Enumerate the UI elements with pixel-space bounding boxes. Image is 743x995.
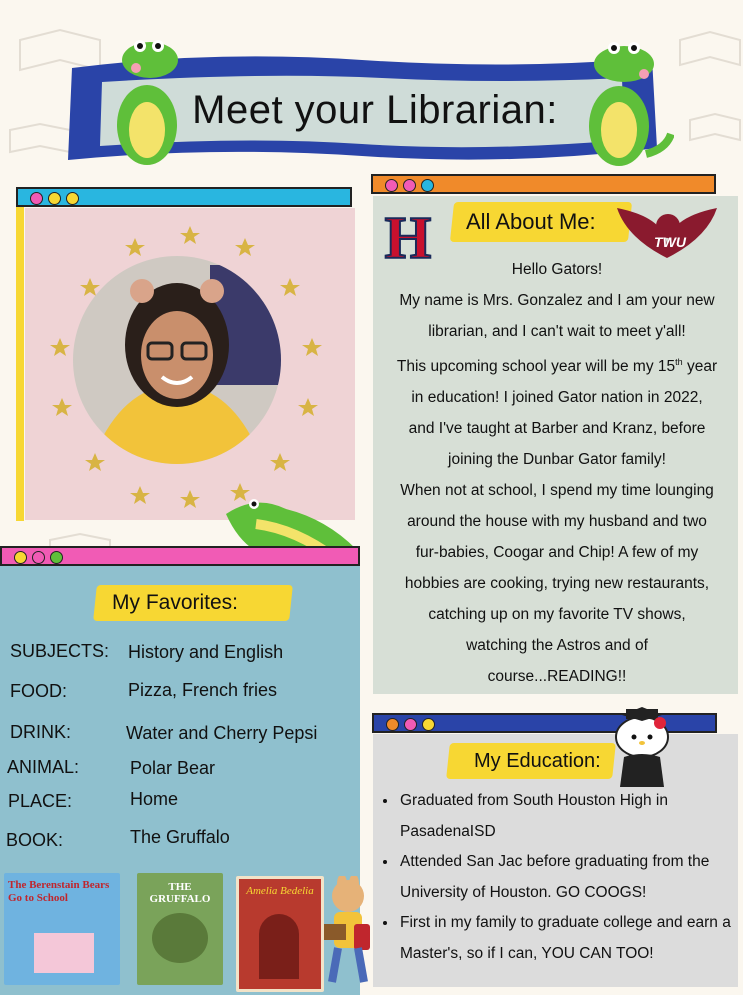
window-dot-icon [385, 179, 398, 192]
fav-value: Pizza, French fries [128, 680, 278, 700]
window-dot-icon [30, 192, 43, 205]
fav-value: The Gruffalo [130, 827, 230, 847]
book-cover-amelia-bedelia [236, 876, 324, 992]
window-dot-icon [32, 551, 45, 564]
window-dot-icon [50, 551, 63, 564]
about-line: watching the Astros and of [466, 637, 648, 655]
education-list [378, 786, 743, 969]
book-title: Amelia Bedelia [246, 885, 314, 897]
about-line: My name is Mrs. Gonzalez and I am your new [399, 292, 715, 309]
photo-window-bar [16, 187, 352, 207]
window-dot-icon [48, 192, 61, 205]
book-title: The Berenstain Bears Go to School [8, 879, 110, 904]
about-line: in education! I joined Gator nation in 2022, [411, 389, 703, 407]
window-dot-icon [421, 179, 434, 192]
about-window-bar [371, 174, 716, 194]
about-heading: All About Me: [466, 209, 596, 234]
librarian-photo [70, 255, 284, 465]
fav-label: PLACE: [8, 791, 73, 811]
fav-label: ANIMAL: [7, 757, 80, 777]
ordinal-suffix: th [675, 357, 683, 367]
hello-kitty-graduate-icon [612, 705, 674, 789]
education-heading: My Education: [474, 750, 601, 772]
about-line: When not at school, I spend my time lounging [400, 482, 714, 500]
education-item: • Graduated from South Houston High in PasadenaISD [398, 786, 743, 847]
about-line: around the house with my husband and two [407, 513, 707, 531]
about-line: fur-babies, Coogar and Chip! A few of my [415, 544, 699, 562]
window-dot-icon [403, 179, 416, 192]
twu-logo-text: TWU [654, 234, 686, 250]
favorites-heading: My Favorites: [112, 591, 239, 614]
education-item: • First in my family to graduate college and earn a Master's, so if I can, YOU CAN TOO! [398, 908, 743, 969]
book-cover-berenstain [4, 873, 120, 985]
photo-panel-accent [16, 207, 24, 521]
education-item: • Attended San Jac before graduating from the University of Houston. GO COOGS! [398, 847, 743, 908]
arthur-reading-icon [318, 876, 376, 991]
about-line: course...READING!! [487, 668, 627, 686]
about-line: This upcoming school year will be my 15 [396, 358, 676, 376]
fav-label: DRINK: [10, 722, 72, 742]
fav-label: SUBJECTS: [10, 641, 110, 661]
page-title: Meet your Librarian: [192, 88, 558, 132]
uh-logo-text: H [384, 205, 432, 271]
fav-value: History and English [128, 642, 284, 662]
gator-mascot-right-icon [574, 34, 674, 170]
window-dot-icon [404, 718, 417, 731]
favorites-window-bar [0, 546, 360, 566]
about-line: joining the Dunbar Gator family! [448, 451, 666, 469]
fav-label: BOOK: [6, 830, 64, 850]
book-cover-gruffalo [137, 873, 223, 985]
gator-mascot-left-icon [102, 30, 192, 170]
fav-value: Water and Cherry Pepsi [126, 723, 318, 743]
about-greeting: Hello Gators! [511, 261, 603, 278]
window-dot-icon [422, 718, 435, 731]
about-line: catching up on my favorite TV shows, [428, 606, 686, 624]
fav-label: FOOD: [10, 681, 67, 701]
book-title: THE GRUFFALO [149, 881, 211, 905]
about-line: librarian, and I can't wait to meet y'all! [428, 323, 686, 340]
window-dot-icon [66, 192, 79, 205]
window-dot-icon [14, 551, 27, 564]
fav-value: Home [130, 789, 179, 809]
about-line-tail: year [682, 358, 718, 376]
about-line: and I've taught at Barber and Kranz, before [408, 420, 706, 438]
window-dot-icon [386, 718, 399, 731]
about-body [377, 254, 737, 692]
about-line-with-ordinal [377, 347, 737, 382]
fav-value: Polar Bear [130, 758, 216, 778]
about-line: hobbies are cooking, trying new restaurants, [404, 575, 710, 593]
